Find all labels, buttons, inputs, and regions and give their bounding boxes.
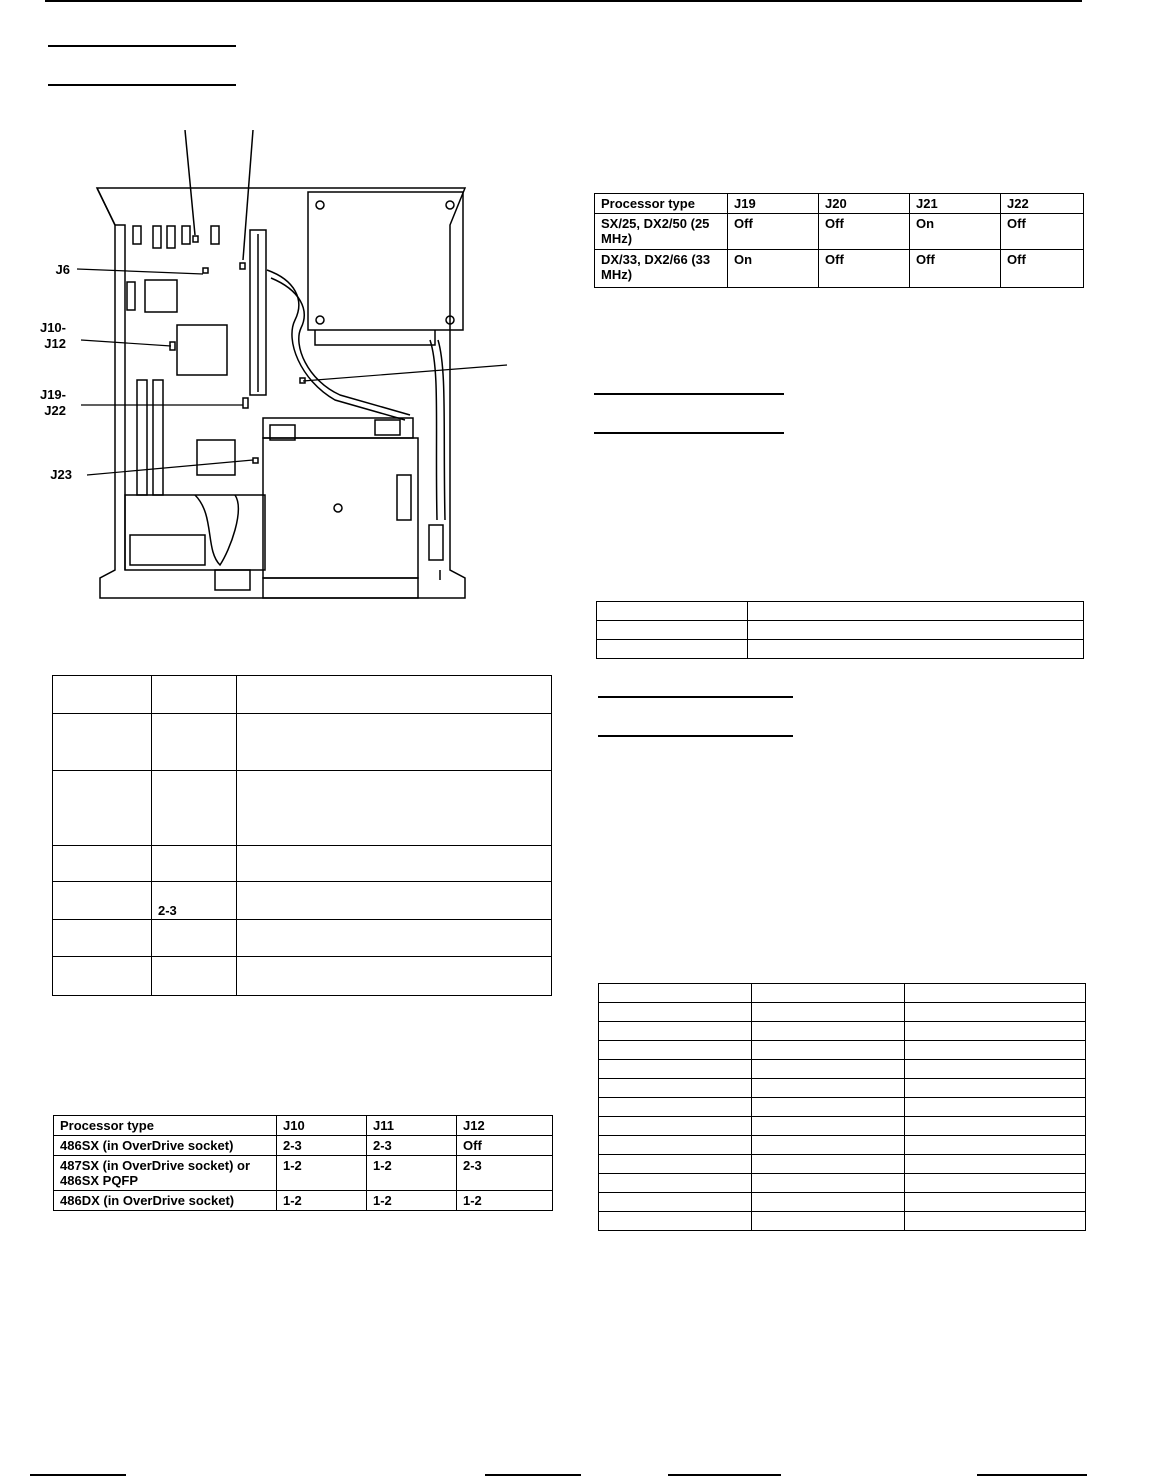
table-row	[599, 1136, 1086, 1155]
table-row	[597, 640, 1084, 659]
table-cell: 2-3	[457, 1156, 553, 1191]
table-cell: 2-3	[158, 903, 177, 918]
table-cell: 1-2	[367, 1191, 457, 1211]
blank-table	[598, 983, 1086, 1231]
table-cell: 2-3	[367, 1136, 457, 1156]
column-header: J10	[277, 1116, 367, 1136]
table-row	[54, 1156, 553, 1191]
column-header: Processor type	[54, 1116, 277, 1136]
table-row	[599, 1022, 1086, 1041]
table-cell: 1-2	[277, 1191, 367, 1211]
label-j6: J6	[55, 262, 70, 277]
column-header: J19	[728, 194, 819, 214]
table-cell: Off	[819, 250, 910, 288]
table-row	[54, 1136, 553, 1156]
heading-rule	[48, 45, 236, 47]
column-header: Processor type	[595, 194, 728, 214]
table-cell: 1-2	[367, 1156, 457, 1191]
table-row	[599, 1174, 1086, 1193]
column-header: J20	[819, 194, 910, 214]
top-rule	[45, 0, 1082, 2]
table-cell: Off	[1001, 250, 1084, 288]
table-cell: 486SX (in OverDrive socket)	[54, 1136, 277, 1156]
footer-rule	[30, 1474, 126, 1476]
footer-rule	[668, 1474, 781, 1476]
table-cell: On	[910, 214, 1001, 250]
heading-rule	[598, 735, 793, 737]
table-row	[53, 920, 552, 957]
table-row	[599, 1098, 1086, 1117]
heading-rule	[598, 696, 793, 698]
column-header: J21	[910, 194, 1001, 214]
heading-rule	[594, 393, 784, 395]
table-cell: Off	[457, 1136, 553, 1156]
table-row	[53, 771, 552, 846]
table-cell: 1-2	[277, 1156, 367, 1191]
table-row	[599, 1079, 1086, 1098]
table-cell: Off	[819, 214, 910, 250]
heading-rule	[48, 84, 236, 86]
column-header: J11	[367, 1116, 457, 1136]
table-cell: Off	[728, 214, 819, 250]
table-header-row	[54, 1116, 553, 1136]
system-board-diagram	[45, 130, 520, 605]
table-row	[599, 1193, 1086, 1212]
table-header-row	[595, 194, 1084, 214]
table-row	[595, 250, 1084, 288]
table-row	[599, 1041, 1086, 1060]
table-row	[599, 1155, 1086, 1174]
table-row	[599, 984, 1086, 1003]
table-row	[599, 1060, 1086, 1079]
table-cell: DX/33, DX2/66 (33 MHz)	[595, 250, 728, 288]
table-cell: Off	[910, 250, 1001, 288]
table-row	[597, 621, 1084, 640]
table-row	[53, 846, 552, 882]
table-row	[599, 1212, 1086, 1231]
table-row	[53, 714, 552, 771]
table-row	[54, 1191, 553, 1211]
column-header: J22	[1001, 194, 1084, 214]
label-j10-j12: J10-	[39, 320, 66, 335]
heading-rule	[594, 432, 784, 434]
processor-j10-j12-table	[53, 1115, 553, 1211]
jumper-summary-table	[52, 675, 552, 996]
table-row	[599, 1117, 1086, 1136]
label-j23: J23	[50, 467, 72, 482]
table-row	[53, 882, 552, 920]
table-row	[53, 676, 552, 714]
column-header: J12	[457, 1116, 553, 1136]
table-cell: 2-3	[277, 1136, 367, 1156]
processor-j19-j22-table	[594, 193, 1084, 288]
table-row	[597, 602, 1084, 621]
table-cell: On	[728, 250, 819, 288]
table-cell: 1-2	[457, 1191, 553, 1211]
footer-rule	[485, 1474, 581, 1476]
label-j19-j22: J19-	[39, 387, 66, 402]
label-j19-j22: J22	[44, 403, 66, 418]
table-row	[53, 957, 552, 996]
table-cell: 487SX (in OverDrive socket) or 486SX PQFP	[54, 1156, 277, 1191]
table-cell: Off	[1001, 214, 1084, 250]
table-cell: SX/25, DX2/50 (25 MHz)	[595, 214, 728, 250]
footer-rule	[977, 1474, 1087, 1476]
table-row	[595, 214, 1084, 250]
blank-table	[596, 601, 1084, 659]
table-cell: 486DX (in OverDrive socket)	[54, 1191, 277, 1211]
label-j10-j12: J12	[44, 336, 66, 351]
table-row	[599, 1003, 1086, 1022]
